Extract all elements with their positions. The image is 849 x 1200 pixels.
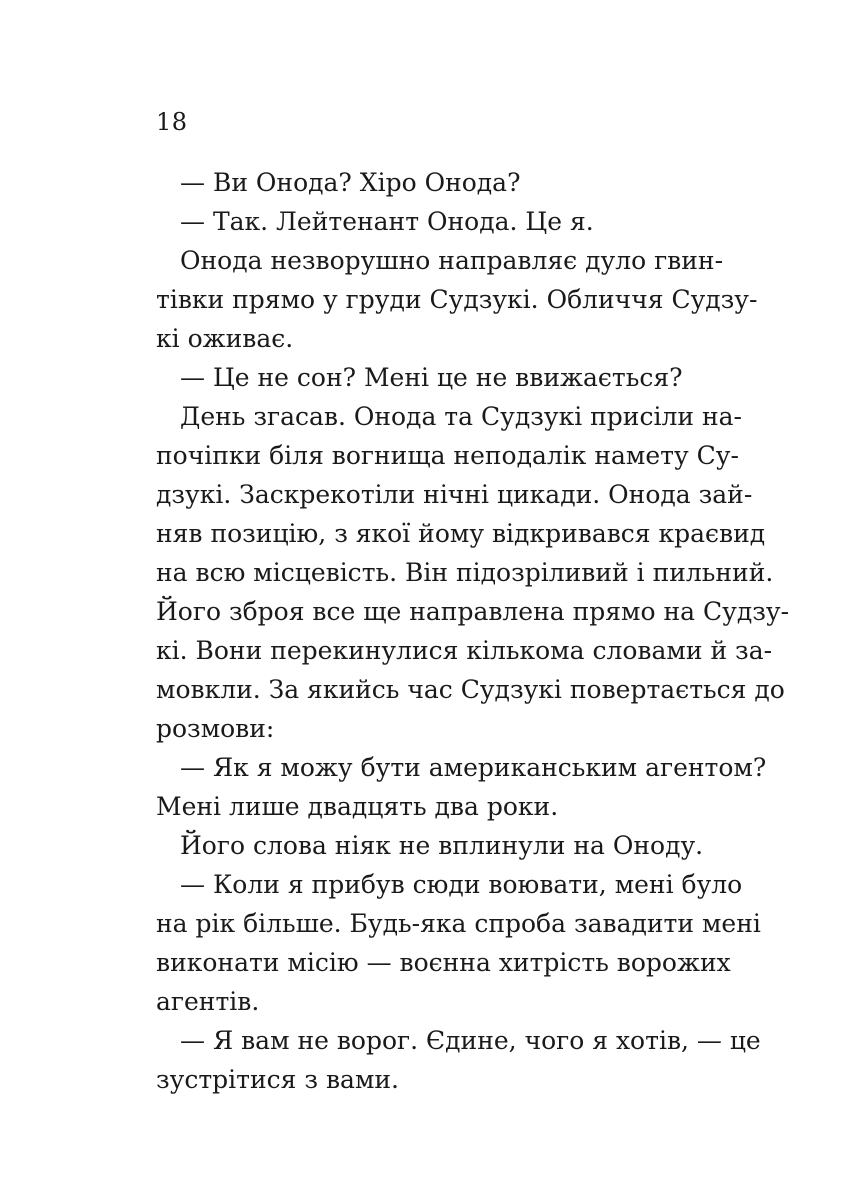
text-line: Мені лише двадцять два роки. [156,792,559,821]
text-line: — Я вам не ворог. Єдине, чого я хотів, — це [180,1026,761,1055]
text-line: мовкли. За якийсь час Судзукі повертається до [156,675,785,704]
text-line: кі. Вони перекинулися кількома словами й за- [156,636,773,665]
text-line: тівки прямо у груди Судзукі. Обличчя Судзу- [156,285,758,314]
text-line: виконати місію — воєнна хитрість ворожих [156,948,731,977]
text-line: Його зброя все ще направлена прямо на Судзу- [156,597,790,626]
text-line: почіпки біля вогнища неподалік намету Су- [156,441,739,470]
page-number: 18 [156,108,188,136]
body-text [156,163,790,1099]
text-line: розмови: [156,714,275,743]
text-line: Його слова ніяк не вплинули на Оноду. [180,831,704,860]
text-line: — Як я можу бути американським агентом? [180,753,767,782]
text-line: дзукі. Заскрекотіли нічні цикади. Онода зай- [156,480,753,509]
text-line: агентів. [156,987,260,1016]
text-line: Онода незворушно направляє дуло гвин- [180,246,724,275]
text-line: зустрітися з вами. [156,1065,400,1094]
text-line: День згасав. Онода та Судзукі присіли на- [180,402,742,431]
text-line: на всю місцевість. Він підозріливий і пильний. [156,558,774,587]
text-line: — Ви Онода? Хіро Онода? [180,168,521,197]
text-line: кі оживає. [156,324,294,353]
text-line: — Так. Лейтенант Онода. Це я. [180,207,594,236]
text-line: на рік більше. Будь-яка спроба завадити мені [156,909,761,938]
text-line: няв позицію, з якої йому відкривався краєвид [156,519,766,548]
text-line: — Це не сон? Мені це не ввижається? [180,363,683,392]
text-line: — Коли я прибув сюди воювати, мені було [180,870,743,899]
